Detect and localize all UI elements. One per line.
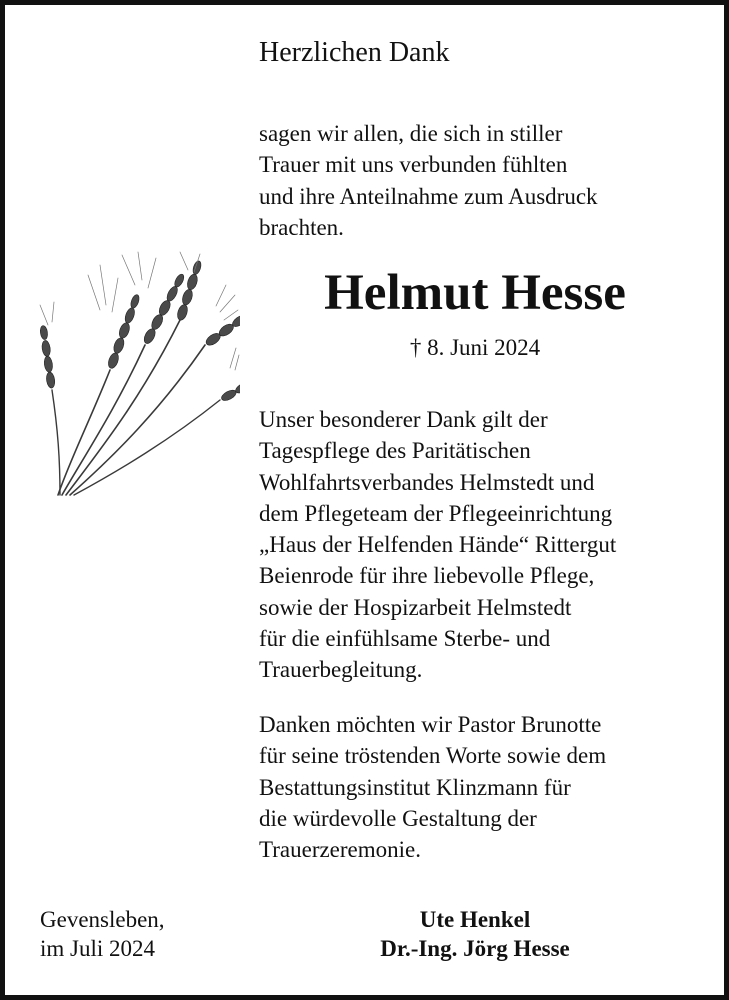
signer-name: Dr.-Ing. Jörg Hesse [380,936,570,961]
signers-block [300,905,650,963]
thanks-paragraph-1: Unser besonderer Dank gilt der Tagespflege des Paritätischen Wohlfahrtsverbandes Helmstedt und dem Pflegeteam der Pflegeeinrichtung „Haus der Helfenden Hände“ Rittergut Beienrode für ihre liebevolle Pflege, sowie der Hospizarbeit Helmstedt für die einfühlsame Sterbe- und Trauerbegleitung. [259,407,617,683]
notice-heading: Herzlichen Dank [259,37,450,68]
thanks-paragraph-2: Danken möchten wir Pastor Brunotte für seine tröstenden Worte sowie dem Bestattungsinstitut Klinzmann für die würdevolle Gestaltung der Trauerzeremonie. [259,712,607,863]
wheat-ears-icon [30,250,240,510]
signer-name: Ute Henkel [419,907,531,932]
intro-paragraph: sagen wir allen, die sich in stiller Trauer mit uns verbunden fühlten und ihre Anteilnahme zum Ausdruck brachten. [259,121,598,240]
place-and-date: Gevensleben, im Juli 2024 [40,907,165,961]
deceased-name: Helmut Hesse [324,265,626,321]
death-date: † 8. Juni 2024 [409,335,541,360]
